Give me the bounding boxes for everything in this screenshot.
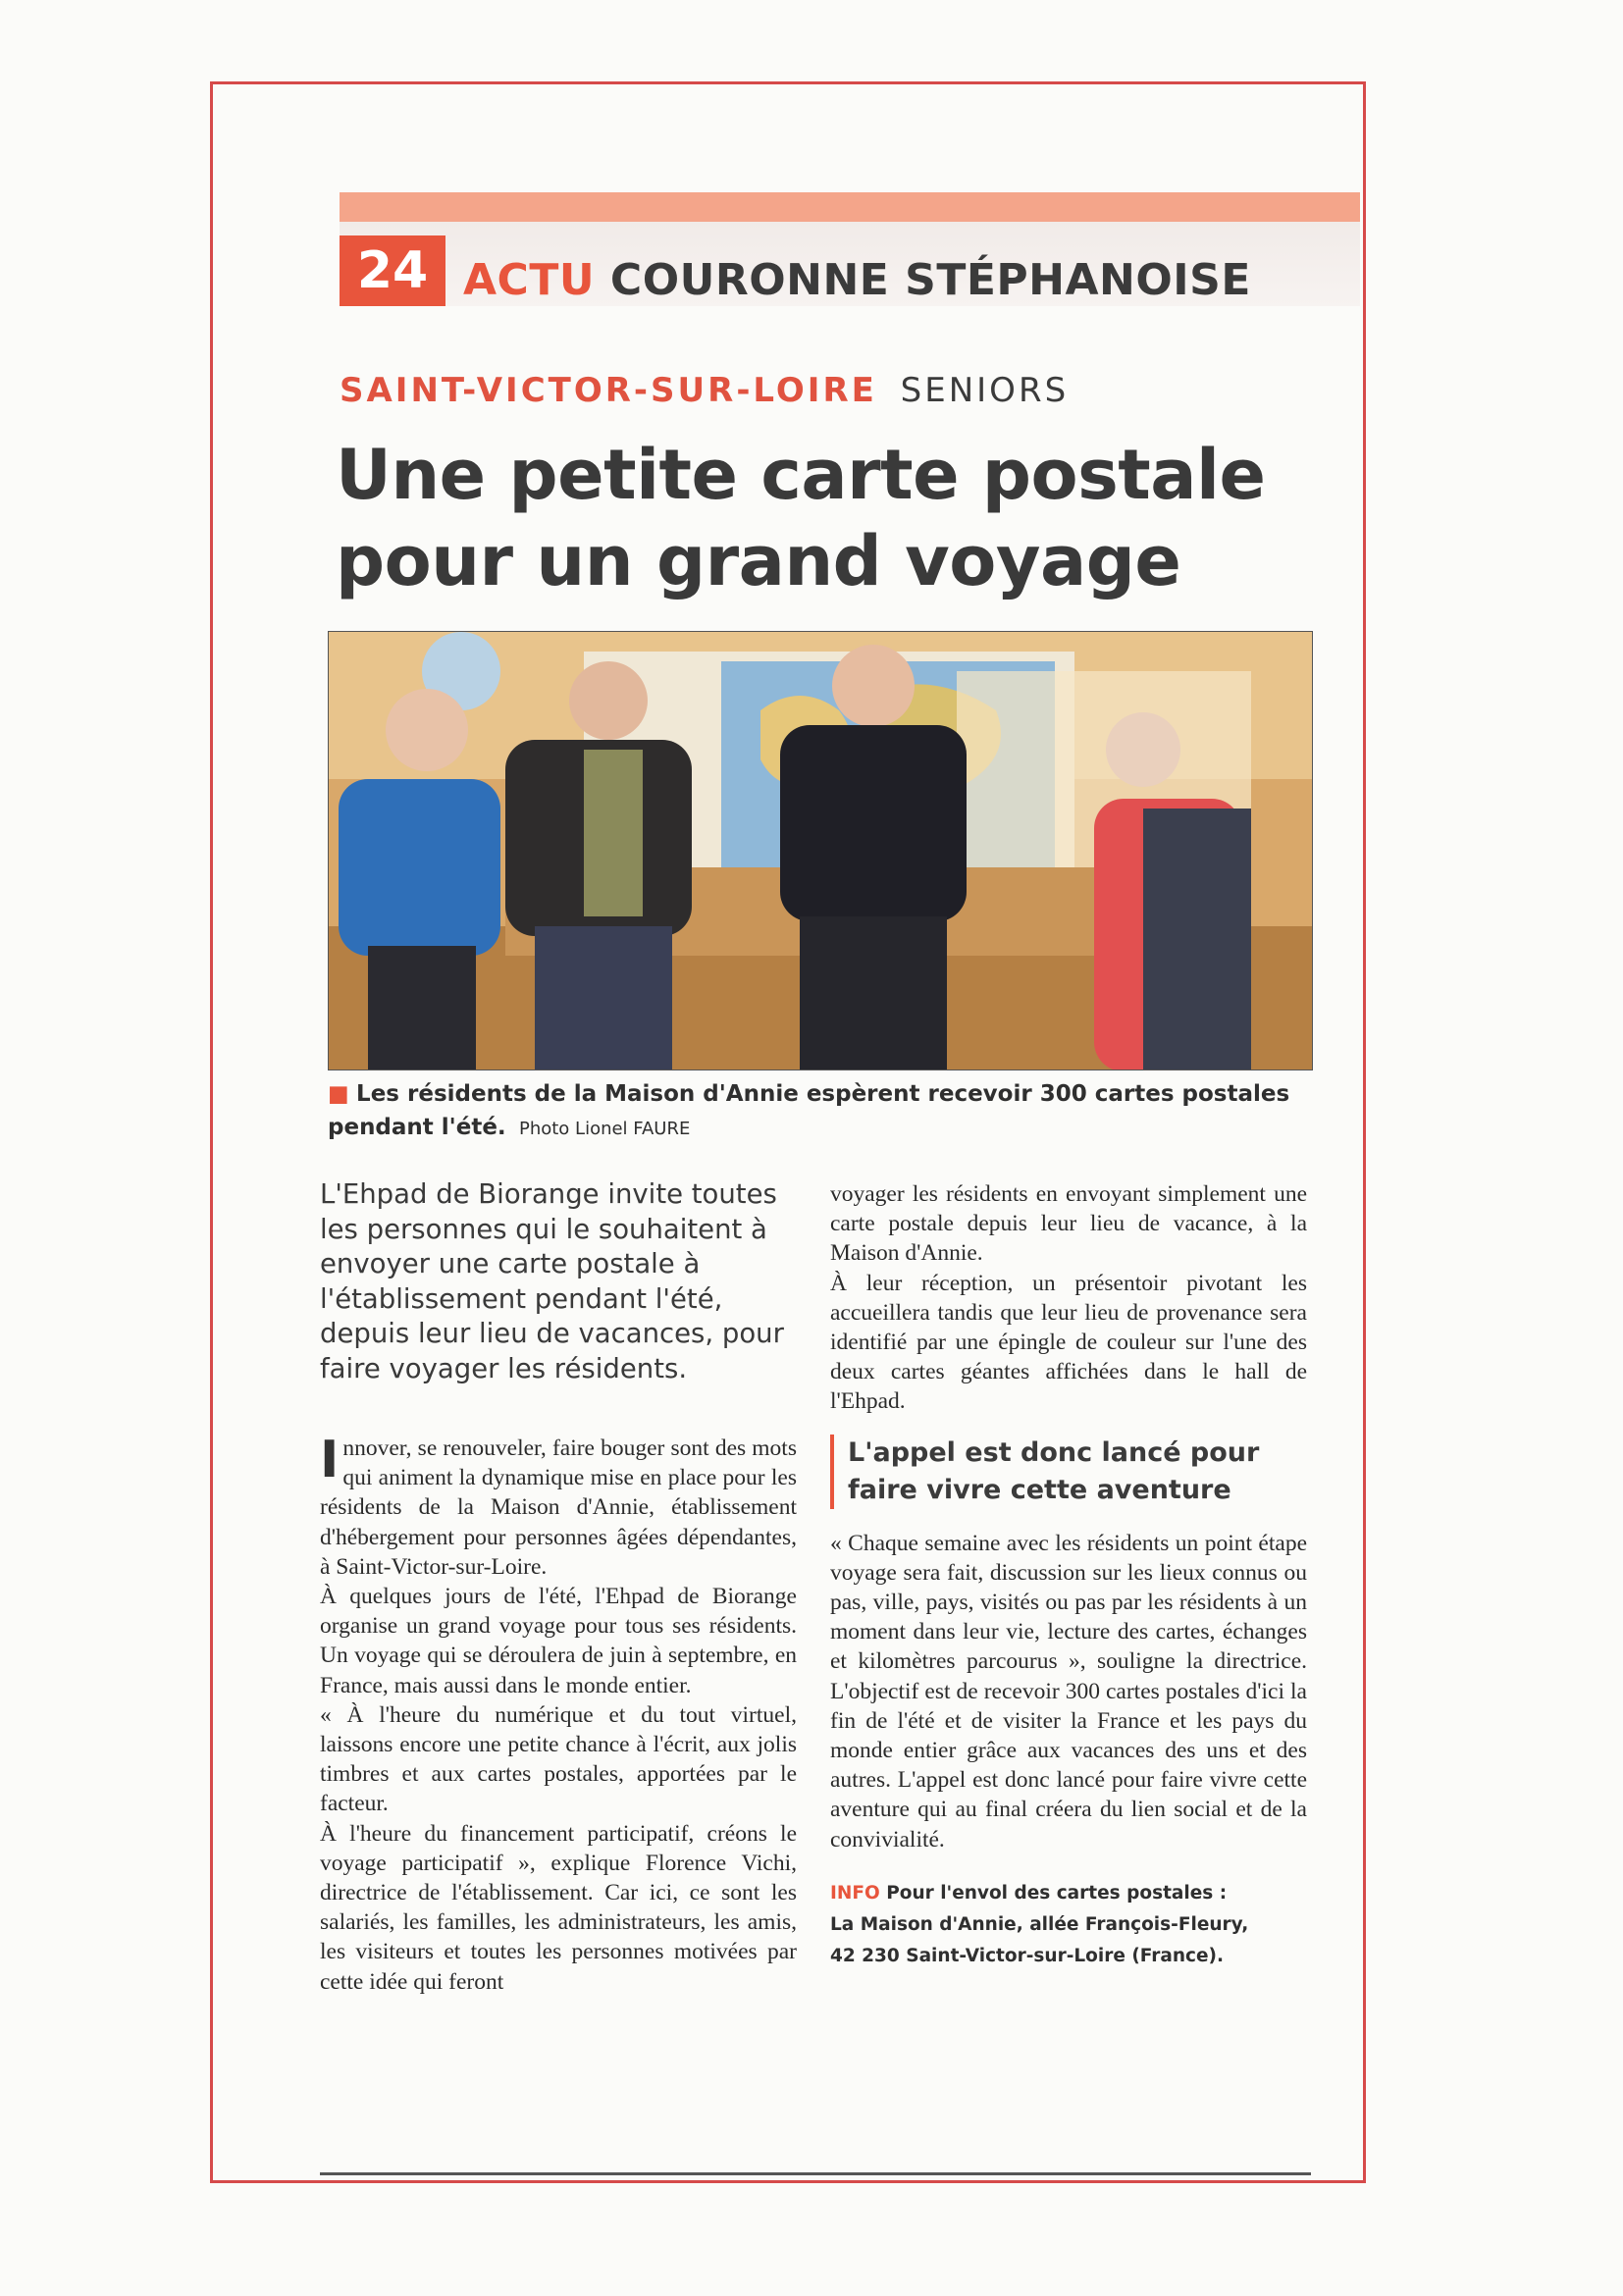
article-lead: L'Ehpad de Biorange invite toutes les personnes qui le souhaitent à envoyer une carte postale à l'établissement pendant l'été, depuis leur lieu de vacances, pour faire voyager les résidents. — [320, 1178, 784, 1384]
body-paragraph-text: nnover, se renouveler, faire bouger sont des mots qui animent la dynamique mise en place pour les résidents de la Maison d'Annie, établissement d'hébergement pour personnes âgées dépendantes, à Saint-Victor-sur-Loire. — [320, 1435, 797, 1580]
section-region: COURONNE STÉPHANOISE — [609, 255, 1251, 305]
headline-line-1: Une petite carte postale — [336, 435, 1266, 515]
photo-credit: Photo Lionel FAURE — [518, 1119, 691, 1139]
info-line-2: La Maison d'Annie, allée François-Fleury, — [830, 1913, 1249, 1935]
body-paragraph: voyager les résidents en envoyant simplement une carte postale depuis leur lieu de vacance, à la Maison d'Annie. — [830, 1181, 1307, 1267]
body-paragraph: « Chaque semaine avec les résidents un point étape voyage sera fait, discussion sur les lieux connus ou pas, ville, pays, visités ou pas par les résidents à un moment dans leur vie, lecture des cartes, échanges et kilomètres parcourus », souligne la directrice. L'objectif est de recevoir 300 cartes postales d'ici la fin de l'été et de visiter la France et les pays du monde entier grâce aux vacances des uns et des autres. L'appel est donc lancé pour faire vivre cette aventure qui au final créera du lien social et de la convivialité. — [830, 1530, 1307, 1852]
body-paragraph: À l'heure du financement participatif, créons le voyage participatif », explique Florence Vichi, directrice de l'établissement. Car ici, ce sont les salariés, les familles, les administrateurs, les amis, les visiteurs et toutes les personnes motivées par cette idée qui feront — [320, 1820, 797, 1995]
article-photo — [328, 631, 1313, 1070]
body-paragraph: À leur réception, un présentoir pivotant les accueillera tandis que leur lieu de provenance sera identifié par une épingle de couleur sur l'une des deux cartes géantes affichées dans le hall de l'Ehpad. — [830, 1270, 1307, 1415]
residents-photo-illustration — [329, 632, 1313, 1070]
info-line-1: Pour l'envol des cartes postales : — [886, 1882, 1228, 1904]
headline-line-2: pour un grand voyage — [336, 521, 1181, 601]
body-paragraph: « À l'heure du numérique et du tout virtuel, laissons encore une petite chance à l'écrit, aux jolis timbres et aux cartes postales, apportées par le facteur. — [320, 1701, 797, 1817]
info-tag: INFO — [830, 1882, 880, 1904]
caption-bullet: ■ — [328, 1081, 349, 1107]
article-column-left — [320, 1177, 797, 1997]
photo-caption — [328, 1077, 1319, 1146]
body-paragraph: À quelques jours de l'été, l'Ehpad de Biorange organise un grand voyage pour tous ses résidents. Un voyage qui se déroulera de juin à septembre, en France, mais aussi dans le monde entier. — [320, 1584, 797, 1698]
kicker-topic: SENIORS — [900, 371, 1070, 410]
article-headline — [336, 432, 1317, 604]
intertitle: L'appel est donc lancé pour faire vivre cette aventure — [830, 1435, 1307, 1509]
page-number: 24 — [340, 235, 445, 306]
info-box — [830, 1878, 1307, 1972]
bottom-rule — [320, 2172, 1311, 2175]
caption-text: Les résidents de la Maison d'Annie espèrent recevoir 300 cartes postales pendant l'été. — [328, 1081, 1290, 1140]
article-column-right — [830, 1179, 1307, 1972]
kicker-town: SAINT-VICTOR-SUR-LOIRE — [340, 371, 877, 410]
article-kicker — [340, 371, 1069, 410]
drop-cap: I — [320, 1431, 340, 1489]
section-title — [463, 251, 1251, 310]
section-actu: ACTU — [463, 255, 596, 305]
body-paragraph — [320, 1431, 797, 1582]
info-line-3: 42 230 Saint-Victor-sur-Loire (France). — [830, 1945, 1225, 1966]
